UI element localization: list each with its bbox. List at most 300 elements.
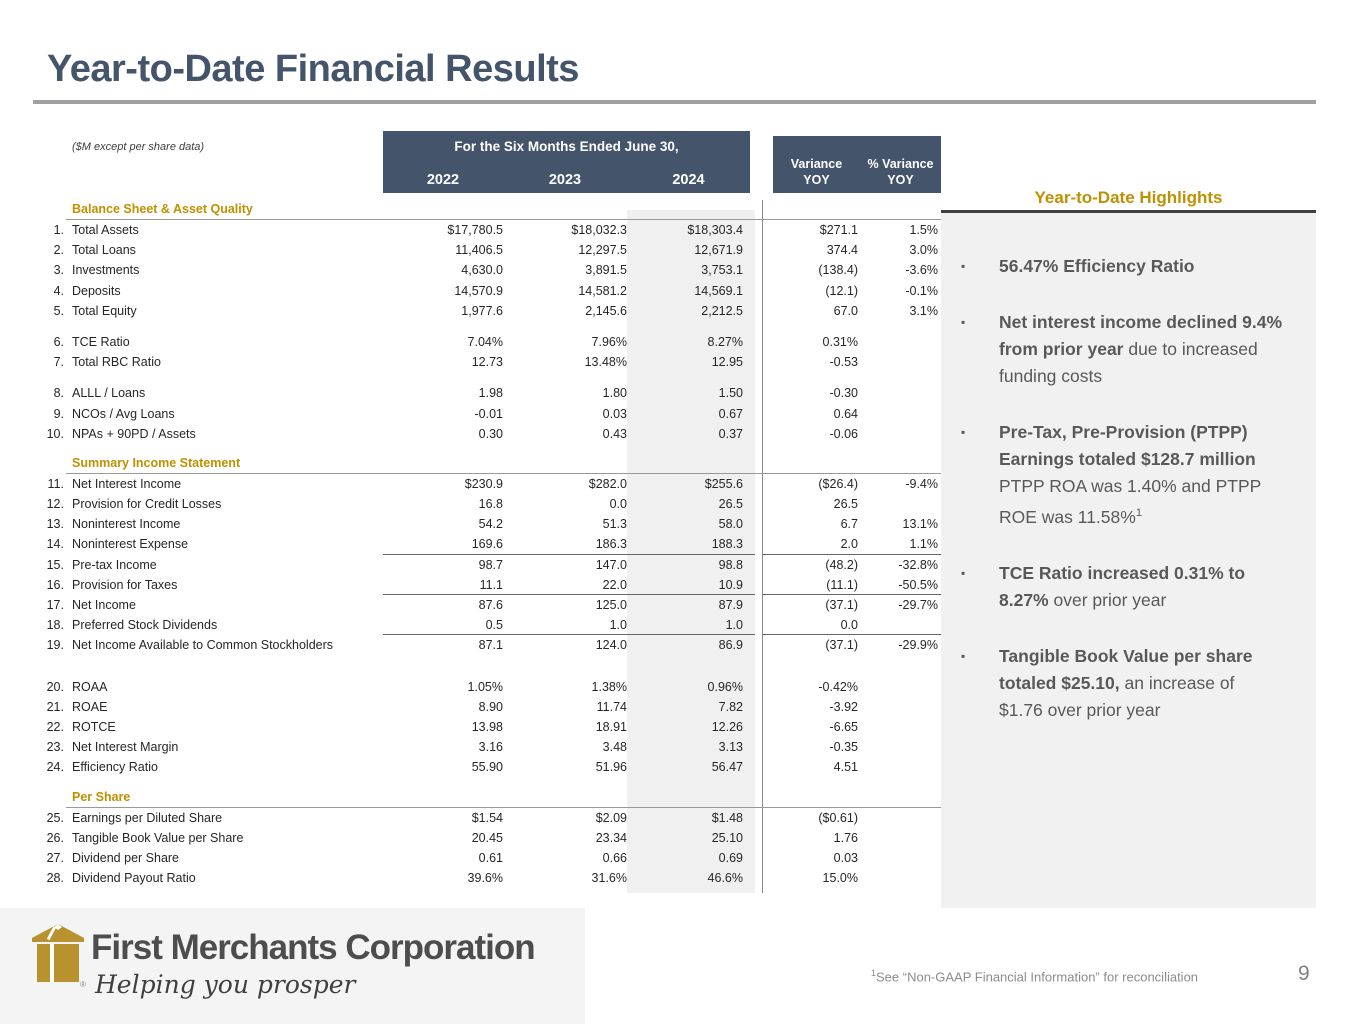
pct-variance-header-yoy: YOY [887, 173, 914, 187]
cell-pct-variance [860, 757, 941, 777]
page-title: Year-to-Date Financial Results [47, 48, 579, 90]
table-row [40, 514, 941, 534]
column-gap [755, 555, 763, 575]
cell-variance: (37.1) [825, 638, 858, 653]
first-merchants-logo-icon [30, 921, 86, 985]
cell-variance: (12.1) [825, 283, 858, 298]
table-row [40, 808, 941, 828]
cell-2024: 87.9 [718, 598, 743, 612]
table-row [40, 494, 941, 514]
column-gap [755, 514, 763, 534]
cell-2022: 0.5 [383, 615, 503, 635]
cell-2023: 125.0 [595, 598, 627, 612]
cell-variance: 0.64 [833, 406, 858, 421]
cell-pct-variance: 1.1% [860, 534, 941, 554]
cell-2024: 1.50 [718, 386, 743, 401]
cell-variance: 0.0 [763, 615, 860, 635]
table-row [40, 717, 941, 737]
row-label: Noninterest Income [72, 517, 181, 532]
cell-2023: $2.09 [595, 810, 627, 825]
section-header-row [66, 453, 941, 474]
column-gap [755, 534, 763, 554]
table-row [40, 383, 941, 403]
highlight-text-segment: TCE Ratio increased 0.31% to 8.27% [999, 562, 1246, 610]
cell-2022: 87.6 [478, 598, 503, 612]
cell-pct-variance [860, 717, 941, 737]
cell-pct-variance: -29.7% [898, 598, 938, 612]
cell-2024: 0.67 [718, 406, 743, 421]
cell-2024: $18,303.4 [687, 223, 743, 237]
column-gap [755, 474, 763, 494]
cell-variance: (37.1) [825, 598, 858, 612]
column-gap [755, 383, 763, 403]
cell-variance: (138.4) [818, 263, 858, 278]
cell-2022: 20.45 [471, 830, 503, 845]
column-gap [755, 828, 763, 848]
row-number: 4. [53, 283, 64, 298]
variance-header-yoy: YOY [803, 173, 830, 187]
row-number: 13. [46, 517, 64, 532]
cell-2022: 4,630.0 [461, 263, 503, 278]
row-label: Net Income Available to Common Stockholders [72, 638, 334, 653]
cell-2022: 3.16 [478, 740, 503, 755]
cell-2023: 124.0 [595, 638, 627, 653]
row-number: 28. [46, 871, 64, 886]
year-header-2023: 2023 [548, 172, 582, 188]
table-row [40, 697, 941, 717]
row-label: Dividend Payout Ratio [72, 871, 196, 886]
cell-variance: 374.4 [826, 243, 858, 258]
bullet-marker-icon: ▪ [961, 565, 966, 580]
column-gap [755, 615, 763, 635]
column-gap [755, 868, 763, 888]
row-number: 14. [46, 537, 64, 552]
cell-2023: 2,145.6 [585, 303, 627, 318]
cell-2022: 7.04% [467, 334, 503, 349]
table-row [40, 240, 941, 260]
highlight-text-segment: over prior year [1048, 589, 1167, 610]
column-gap [755, 757, 763, 777]
cell-variance: 67.0 [833, 303, 858, 318]
cell-2024: 14,569.1 [694, 283, 743, 298]
cell-2024: 3,753.1 [701, 263, 743, 278]
column-gap [755, 737, 763, 757]
cell-2023: $18,032.3 [571, 223, 627, 237]
cell-pct-variance [860, 868, 941, 888]
table-row [40, 595, 941, 615]
column-gap [755, 220, 763, 240]
row-label: ROTCE [72, 719, 116, 734]
row-number: 10. [46, 426, 64, 441]
table-row [40, 635, 941, 655]
table-row [40, 424, 941, 444]
row-number: 19. [46, 638, 64, 653]
row-number: 17. [46, 598, 64, 612]
cell-pct-variance [860, 424, 941, 444]
cell-pct-variance: 3.1% [909, 303, 938, 318]
column-gap [755, 848, 763, 868]
cell-pct-variance [860, 808, 941, 828]
cell-2022: 11,406.5 [455, 243, 503, 258]
cell-2022: 1.05% [467, 679, 503, 694]
cell-pct-variance: -0.1% [905, 283, 938, 298]
row-label: NCOs / Avg Loans [72, 406, 175, 421]
section-label: Summary Income Statement [72, 455, 241, 470]
row-number: 20. [46, 679, 64, 694]
column-gap [755, 635, 763, 655]
cell-2023: 11.74 [596, 699, 627, 714]
cell-2023: 0.03 [602, 406, 627, 421]
column-gap [755, 260, 763, 280]
cell-variance: -0.35 [829, 740, 858, 755]
row-label: Tangible Book Value per Share [72, 830, 244, 845]
cell-pct-variance: -32.8% [898, 557, 938, 572]
table-row [40, 868, 941, 888]
cell-variance: (48.2) [825, 557, 858, 572]
cell-2023: 1.80 [602, 386, 627, 401]
column-gap [755, 575, 763, 595]
row-label: Total Equity [72, 303, 137, 318]
highlight-text [999, 643, 1283, 724]
cell-variance: 0.03 [833, 850, 858, 865]
cell-2024: 46.6% [707, 871, 743, 886]
cell-variance: -3.92 [829, 699, 858, 714]
cell-variance: 2.0 [763, 534, 860, 554]
cell-variance: 26.5 [833, 497, 858, 512]
row-number: 22. [46, 719, 64, 734]
column-gap [755, 494, 763, 514]
column-gap [755, 677, 763, 697]
cell-2023: 13.48% [584, 355, 627, 370]
row-label: Total Loans [72, 243, 136, 258]
cell-2024: 0.37 [718, 426, 743, 441]
highlight-text-segment: Pre-Tax, Pre-Provision (PTPP) Earnings totaled $128.7 million [999, 422, 1256, 469]
bullet-marker-icon: ▪ [961, 315, 966, 329]
cell-2024: 8.27% [707, 334, 743, 349]
period-header-box [383, 131, 750, 193]
bullet-marker-icon: ▪ [961, 425, 966, 439]
cell-2022: $17,780.5 [447, 223, 503, 237]
table-row [40, 404, 941, 424]
cell-2023: 147.0 [595, 557, 627, 572]
cell-2022: 16.8 [478, 497, 503, 512]
row-label: Total RBC Ratio [72, 355, 161, 370]
row-number: 12. [46, 497, 64, 512]
cell-2023: $282.0 [588, 476, 627, 491]
row-label: Deposits [72, 283, 121, 298]
highlight-text [999, 253, 1283, 280]
highlight-bullet [959, 560, 1300, 614]
highlight-text-segment: an increase of $1.76 over prior year [999, 672, 1235, 720]
cell-2022: 1.98 [478, 386, 503, 401]
row-label: Investments [72, 263, 140, 278]
cell-2022: 1,977.6 [461, 303, 503, 318]
cell-pct-variance [860, 737, 941, 757]
row-label: Earnings per Diluted Share [72, 810, 223, 825]
highlight-text-segment: 1 [1135, 507, 1142, 519]
cell-2023: 1.38% [591, 679, 627, 694]
year-header-row [383, 172, 750, 188]
table-row [40, 828, 941, 848]
cell-variance: (11.1) [763, 575, 860, 595]
registered-mark: ® [80, 980, 86, 989]
cell-2024: 2,212.5 [701, 303, 743, 318]
column-gap [755, 404, 763, 424]
cell-2023: 14,581.2 [578, 283, 627, 298]
column-gap [755, 301, 763, 321]
row-label: Provision for Taxes [72, 577, 178, 592]
cell-2024: 0.69 [718, 850, 743, 865]
highlight-bullet [959, 419, 1300, 531]
footnote-superscript: 1 [871, 968, 877, 978]
row-number: 25. [46, 810, 64, 825]
row-label: Noninterest Expense [72, 537, 189, 552]
highlight-bullet [959, 309, 1300, 390]
table-row [40, 575, 941, 595]
row-number: 16. [46, 577, 64, 592]
row-label: Net Interest Margin [72, 740, 179, 755]
page-number: 9 [1298, 962, 1310, 985]
cell-variance: ($0.61) [818, 810, 858, 825]
row-label: Net Income [72, 598, 136, 612]
row-number: 26. [46, 830, 64, 845]
cell-2022: 54.2 [478, 517, 503, 532]
company-name: First Merchants Corporation [91, 928, 535, 967]
row-number: 6. [53, 334, 64, 349]
row-number: 1. [53, 223, 64, 237]
cell-pct-variance [860, 494, 941, 514]
cell-2024: 58.0 [718, 517, 743, 532]
cell-pct-variance [860, 615, 941, 635]
table-row [40, 301, 941, 321]
cell-pct-variance [860, 383, 941, 403]
section-header-row [66, 787, 941, 808]
cell-2023: 0.43 [602, 426, 627, 441]
cell-variance: -0.06 [829, 426, 858, 441]
cell-pct-variance [860, 828, 941, 848]
cell-2024: 10.9 [627, 575, 755, 595]
row-label: Provision for Credit Losses [72, 497, 222, 512]
column-gap [755, 240, 763, 260]
cell-2024: 26.5 [718, 497, 743, 512]
cell-2023: 3.48 [602, 740, 627, 755]
cell-pct-variance: 13.1% [902, 517, 938, 532]
cell-variance: -0.42% [818, 679, 858, 694]
row-label: ROAA [72, 679, 108, 694]
cell-pct-variance [860, 404, 941, 424]
cell-2022: 98.7 [478, 557, 503, 572]
highlight-text-segment: PTPP ROA was 1.40% and PTPP ROE was 11.58% [999, 476, 1261, 527]
row-number: 21. [46, 699, 64, 714]
cell-2022: 87.1 [478, 638, 503, 653]
cell-2023: 51.96 [595, 760, 627, 775]
row-number: 9. [53, 406, 64, 421]
section-header-row [66, 199, 941, 220]
cell-2023: 3,891.5 [585, 263, 627, 278]
year-header-2022: 2022 [426, 172, 460, 188]
cell-variance: 0.31% [822, 334, 858, 349]
cell-variance: -0.30 [829, 386, 858, 401]
table-row [40, 281, 941, 301]
cell-variance: $271.1 [819, 223, 858, 237]
cell-2022: -0.01 [474, 406, 503, 421]
row-number: 5. [53, 303, 64, 318]
row-label: ROAE [72, 699, 108, 714]
table-row [40, 555, 941, 575]
highlight-text-segment: Net interest income declined 9.4% from prior year [999, 312, 1283, 359]
cell-variance: -6.65 [829, 719, 858, 734]
row-label: Total Assets [72, 223, 139, 237]
cell-pct-variance: 1.5% [909, 223, 938, 237]
cell-variance: 15.0% [822, 871, 858, 886]
row-number: 18. [46, 618, 64, 633]
cell-2024: $1.48 [711, 810, 743, 825]
cell-variance: 1.76 [833, 830, 858, 845]
row-number: 2. [53, 243, 64, 258]
row-label: Efficiency Ratio [72, 760, 158, 775]
cell-variance: 6.7 [840, 517, 858, 532]
highlight-text [999, 419, 1283, 531]
cell-2024: 56.47 [711, 760, 743, 775]
cell-2023: 0.0 [609, 497, 627, 512]
cell-2022: 8.90 [478, 699, 503, 714]
footnote [871, 968, 1198, 984]
cell-2023: 0.66 [602, 850, 627, 865]
cell-2023: 18.91 [595, 719, 627, 734]
units-note: ($M except per share data) [72, 141, 205, 153]
highlight-text [999, 560, 1283, 614]
row-label: ALLL / Loans [72, 386, 146, 401]
cell-pct-variance [860, 332, 941, 352]
cell-2024: 25.10 [711, 830, 743, 845]
variance-header: Variance [790, 157, 843, 171]
column-gap [755, 352, 763, 372]
company-tagline: Helping you prosper [95, 970, 356, 999]
cell-pct-variance: -29.9% [898, 638, 938, 653]
cell-2023: 51.3 [602, 517, 627, 532]
variance-header-box [773, 136, 941, 193]
column-gap [755, 424, 763, 444]
cell-variance: -0.53 [829, 355, 858, 370]
cell-variance: 4.51 [833, 760, 858, 775]
highlight-text-segment: Tangible Book Value per share totaled $25.10, [999, 645, 1253, 693]
year-header-2024: 2024 [672, 172, 705, 188]
cell-pct-variance [860, 352, 941, 372]
cell-2024: 7.82 [718, 699, 743, 714]
cell-pct-variance: 3.0% [909, 243, 938, 258]
cell-2023: 186.3 [503, 534, 627, 554]
column-gap [755, 808, 763, 828]
pct-variance-header: % Variance [867, 157, 934, 171]
table-row [40, 757, 941, 777]
row-number: 11. [47, 476, 64, 491]
column-gap [755, 332, 763, 352]
cell-2024: 86.9 [718, 638, 743, 653]
cell-pct-variance [860, 848, 941, 868]
cell-2024: 12,671.9 [694, 243, 743, 258]
highlight-bullet [959, 643, 1300, 724]
row-number: 3. [53, 263, 64, 278]
cell-variance: ($26.4) [818, 476, 858, 491]
section-label: Balance Sheet & Asset Quality [72, 202, 253, 216]
highlight-text-segment: due to increased funding costs [999, 339, 1258, 386]
cell-2022: 55.90 [471, 760, 503, 775]
cell-2024: 3.13 [718, 740, 743, 755]
highlight-bullet [959, 253, 1300, 280]
cell-2022: $230.9 [464, 476, 503, 491]
column-gap [755, 281, 763, 301]
column-gap [755, 717, 763, 737]
cell-2022: 0.30 [478, 426, 503, 441]
highlights-panel [941, 213, 1316, 908]
cell-2023: 22.0 [503, 575, 627, 595]
row-label: NPAs + 90PD / Assets [72, 426, 196, 441]
table-body [40, 199, 941, 888]
table-row [40, 848, 941, 868]
table-row [40, 220, 941, 240]
cell-2022: $1.54 [471, 810, 503, 825]
cell-2022: 39.6% [467, 871, 503, 886]
cell-2024: $255.6 [704, 476, 743, 491]
cell-2023: 31.6% [591, 871, 627, 886]
cell-2022: 11.1 [383, 575, 503, 595]
table-row [40, 260, 941, 280]
bullet-marker-icon: ▪ [961, 259, 966, 273]
row-number: 7. [53, 355, 64, 370]
cell-2023: 23.34 [595, 830, 627, 845]
row-label: Preferred Stock Dividends [72, 618, 218, 633]
cell-2024: 12.95 [711, 355, 743, 370]
bullet-marker-icon: ▪ [961, 648, 966, 663]
row-label: TCE Ratio [72, 334, 130, 349]
column-gap [755, 697, 763, 717]
cell-2024: 12.26 [711, 719, 743, 734]
cell-pct-variance: -3.6% [905, 263, 938, 278]
period-header-label: For the Six Months Ended June 30, [454, 139, 679, 154]
cell-2023: 12,297.5 [578, 243, 627, 258]
cell-pct-variance: -9.4% [905, 476, 938, 491]
cell-2022: 0.61 [478, 850, 503, 865]
footnote-text: See “Non-GAAP Financial Information” for reconciliation [876, 969, 1199, 985]
row-number: 27. [46, 850, 64, 865]
highlight-text [999, 309, 1283, 390]
highlight-text-segment: 56.47% Efficiency Ratio [999, 256, 1195, 276]
table-row [40, 615, 941, 635]
cell-pct-variance [860, 677, 941, 697]
cell-2024: 98.8 [718, 557, 743, 572]
cell-2024: 188.3 [627, 534, 755, 554]
cell-pct-variance [860, 697, 941, 717]
cell-pct-variance: -50.5% [860, 575, 941, 595]
row-number: 24. [46, 760, 64, 775]
table-row [40, 737, 941, 757]
cell-2023: 7.96% [591, 334, 627, 349]
cell-2022: 14,570.9 [454, 283, 503, 298]
row-label: Pre-tax Income [72, 557, 157, 572]
row-label: Net Interest Income [72, 476, 182, 491]
title-divider [33, 100, 1316, 104]
cell-2024: 1.0 [627, 615, 755, 635]
table-row [40, 332, 941, 352]
table-row [40, 352, 941, 372]
cell-2024: 0.96% [707, 679, 743, 694]
cell-2022: 169.6 [383, 534, 503, 554]
row-label: Dividend per Share [72, 850, 180, 865]
highlights-title: Year-to-Date Highlights [1034, 188, 1223, 207]
table-row [40, 677, 941, 697]
table-row [40, 474, 941, 494]
column-gap [755, 595, 763, 615]
